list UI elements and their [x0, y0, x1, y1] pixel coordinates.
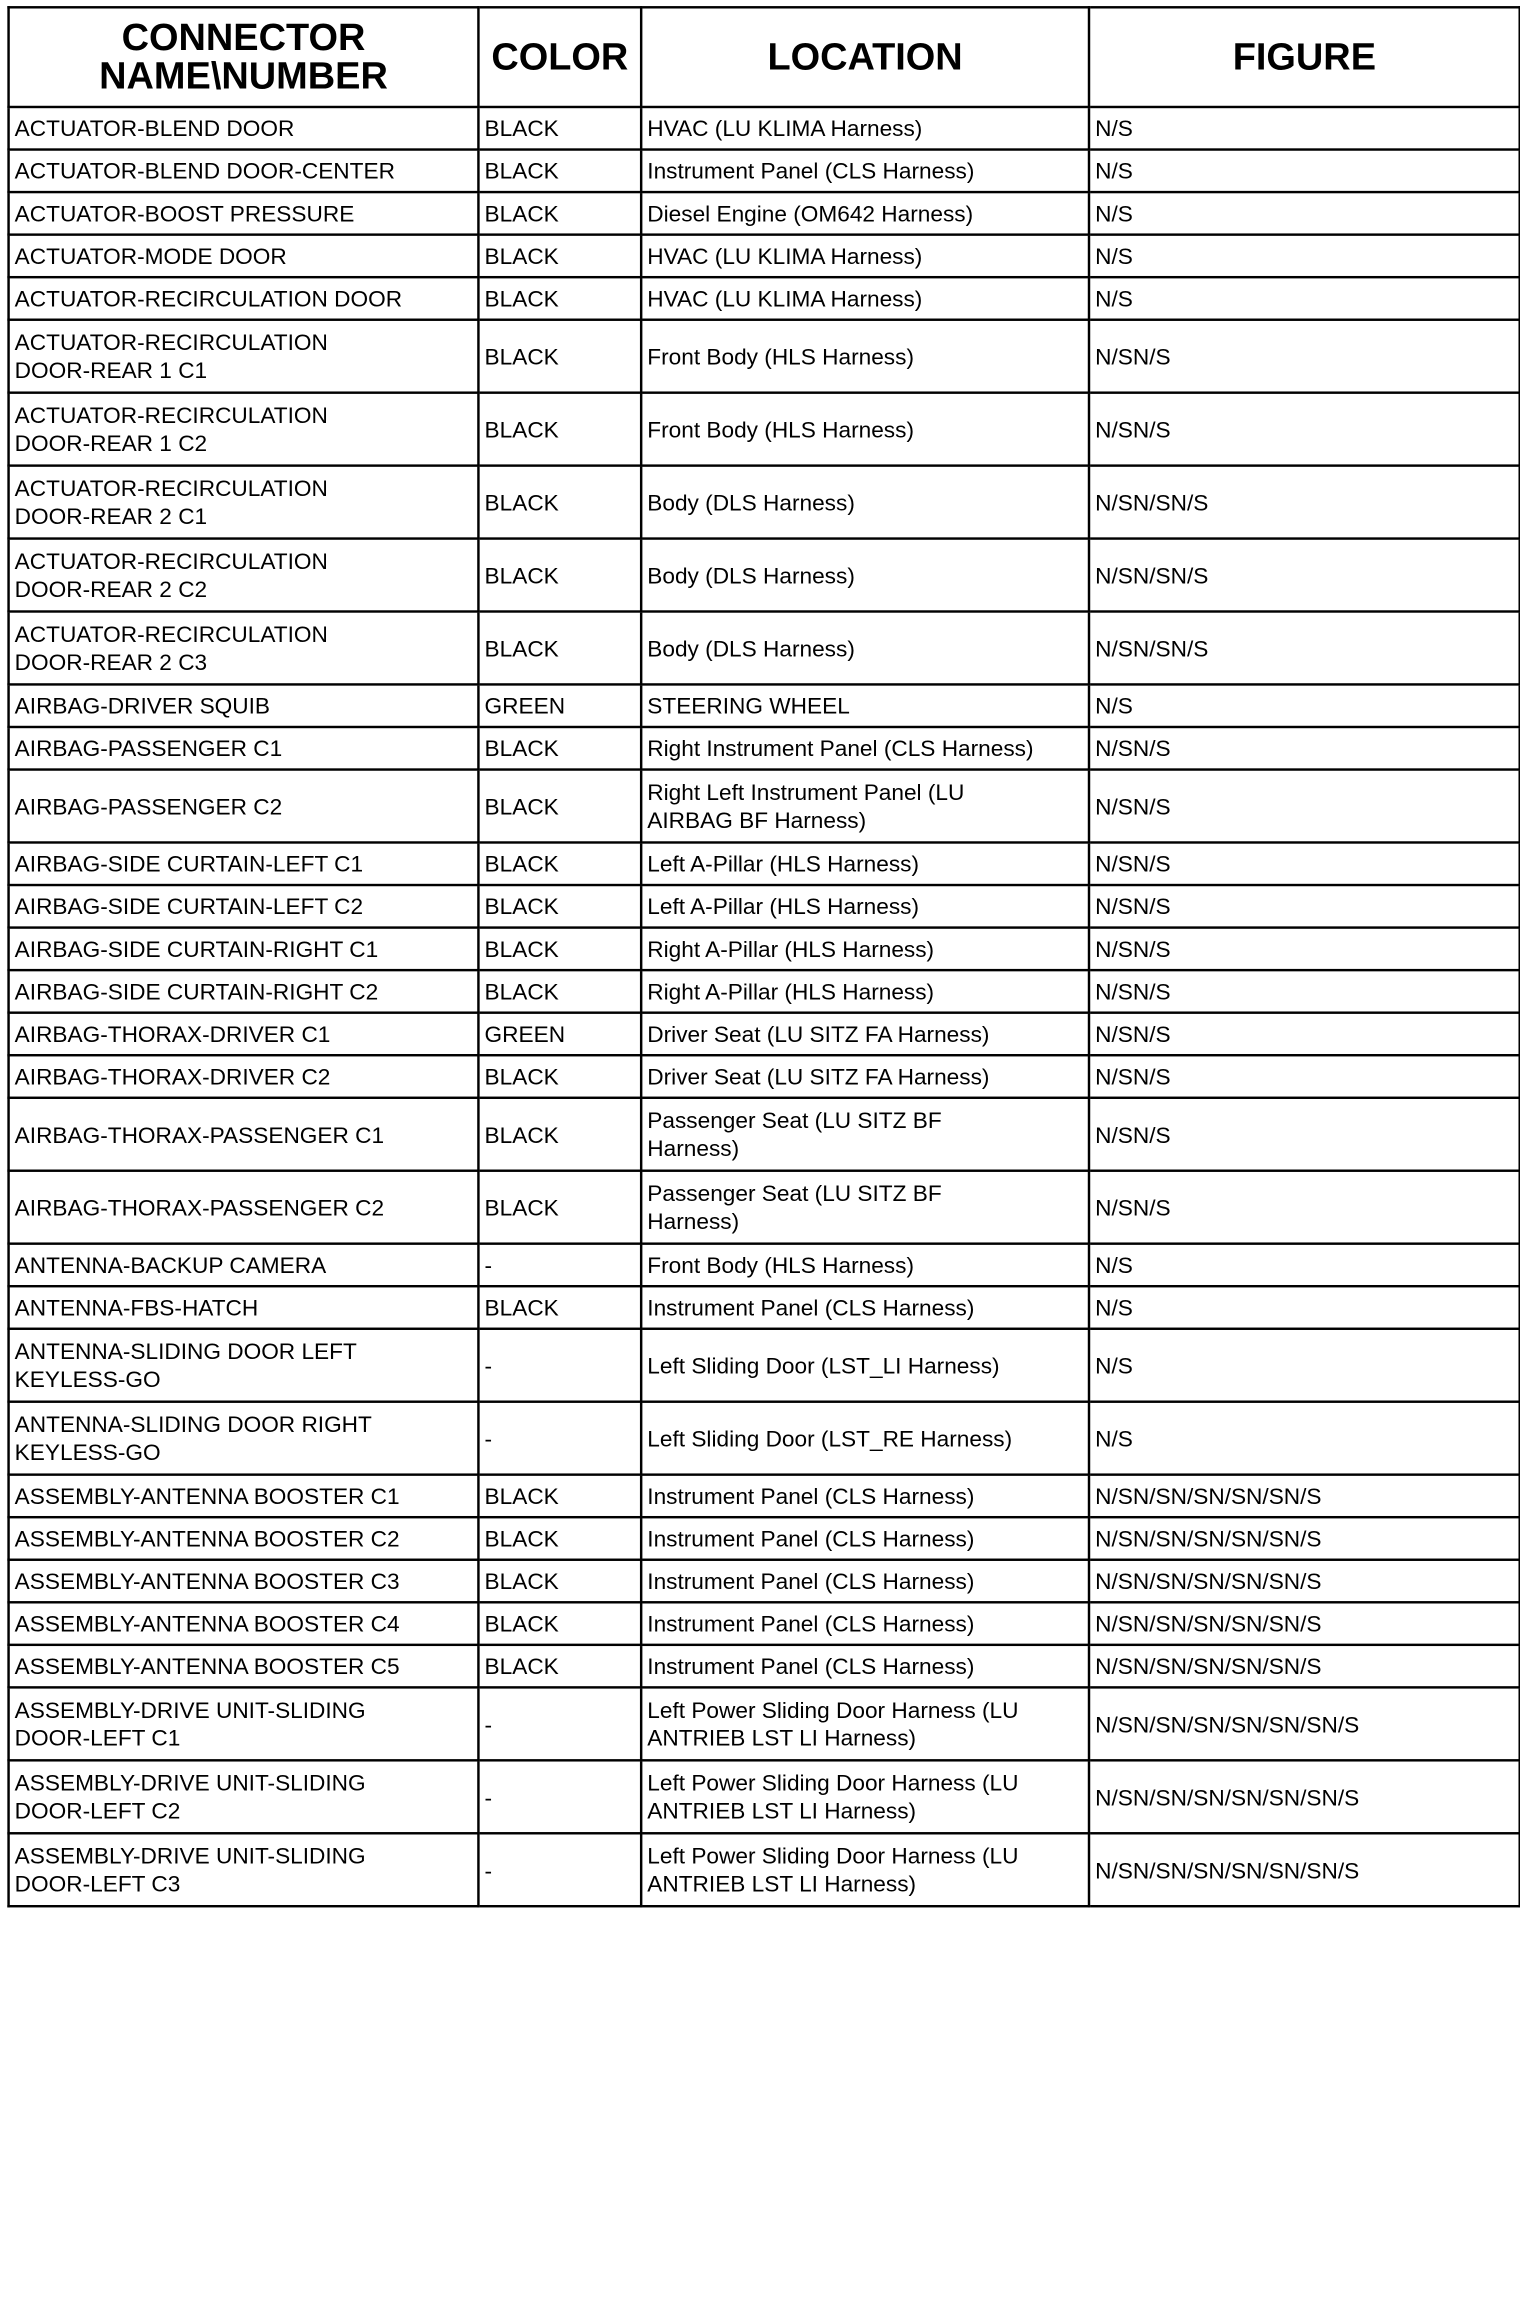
cell-location: Instrument Panel (CLS Harness): [641, 1475, 1089, 1518]
cell-connector-name: AIRBAG-THORAX-DRIVER C2: [9, 1055, 479, 1098]
cell-location: HVAC (LU KLIMA Harness): [641, 235, 1089, 278]
cell-connector-name: AIRBAG-PASSENGER C2: [9, 770, 479, 843]
cell-color: BLACK: [478, 970, 641, 1013]
header-figure: FIGURE: [1089, 7, 1520, 107]
connector-table: [7, 6, 1520, 1907]
cell-location: Instrument Panel (CLS Harness): [641, 1645, 1089, 1688]
cell-figure: N/SN/S: [1089, 970, 1520, 1013]
cell-figure: N/S: [1089, 1244, 1520, 1287]
cell-location: Instrument Panel (CLS Harness): [641, 150, 1089, 193]
cell-figure: N/SN/S: [1089, 727, 1520, 770]
cell-color: BLACK: [478, 885, 641, 928]
cell-color: -: [478, 1760, 641, 1833]
cell-figure: N/SN/SN/S: [1089, 611, 1520, 684]
table-row: [9, 1560, 1520, 1603]
cell-figure: N/SN/SN/SN/SN/SN/S: [1089, 1645, 1520, 1688]
cell-location: Front Body (HLS Harness): [641, 393, 1089, 466]
cell-color: BLACK: [478, 107, 641, 150]
table-row: [9, 1833, 1520, 1906]
cell-connector-name: ASSEMBLY-ANTENNA BOOSTER C3: [9, 1560, 479, 1603]
table-row: [9, 466, 1520, 539]
cell-connector-name: ASSEMBLY-ANTENNA BOOSTER C1: [9, 1475, 479, 1518]
table-row: [9, 684, 1520, 727]
cell-location: Diesel Engine (OM642 Harness): [641, 192, 1089, 235]
cell-connector-name: ACTUATOR-RECIRCULATION DOOR-REAR 2 C3: [9, 611, 479, 684]
table-row: [9, 928, 1520, 971]
cell-location: Left Power Sliding Door Harness (LU ANTRIEB LST LI Harness): [641, 1833, 1089, 1906]
cell-connector-name: ACTUATOR-RECIRCULATION DOOR-REAR 2 C2: [9, 539, 479, 612]
cell-connector-name: AIRBAG-SIDE CURTAIN-RIGHT C1: [9, 928, 479, 971]
cell-color: BLACK: [478, 466, 641, 539]
table-row: [9, 727, 1520, 770]
table-row: [9, 885, 1520, 928]
cell-connector-name: ASSEMBLY-ANTENNA BOOSTER C5: [9, 1645, 479, 1688]
cell-connector-name: ASSEMBLY-ANTENNA BOOSTER C2: [9, 1517, 479, 1560]
cell-color: BLACK: [478, 842, 641, 885]
cell-connector-name: ACTUATOR-BLEND DOOR: [9, 107, 479, 150]
cell-color: BLACK: [478, 1171, 641, 1244]
cell-location: Body (DLS Harness): [641, 611, 1089, 684]
table-row: [9, 1098, 1520, 1171]
table-row: [9, 1517, 1520, 1560]
cell-connector-name: AIRBAG-DRIVER SQUIB: [9, 684, 479, 727]
cell-color: BLACK: [478, 277, 641, 320]
header-color: COLOR: [478, 7, 641, 107]
cell-color: BLACK: [478, 192, 641, 235]
cell-location: Left A-Pillar (HLS Harness): [641, 885, 1089, 928]
cell-figure: N/SN/S: [1089, 1098, 1520, 1171]
cell-figure: N/S: [1089, 684, 1520, 727]
cell-figure: N/SN/SN/SN/SN/SN/S: [1089, 1602, 1520, 1645]
cell-color: BLACK: [478, 928, 641, 971]
cell-connector-name: AIRBAG-THORAX-PASSENGER C2: [9, 1171, 479, 1244]
cell-color: BLACK: [478, 320, 641, 393]
table-row: [9, 1760, 1520, 1833]
cell-location: Right A-Pillar (HLS Harness): [641, 928, 1089, 971]
cell-connector-name: ASSEMBLY-DRIVE UNIT-SLIDING DOOR-LEFT C2: [9, 1760, 479, 1833]
table-row: [9, 842, 1520, 885]
cell-color: BLACK: [478, 1517, 641, 1560]
cell-figure: N/SN/SN/SN/SN/SN/SN/S: [1089, 1833, 1520, 1906]
cell-location: Driver Seat (LU SITZ FA Harness): [641, 1013, 1089, 1056]
cell-location: Right Left Instrument Panel (LU AIRBAG BF Harness): [641, 770, 1089, 843]
cell-figure: N/S: [1089, 150, 1520, 193]
cell-figure: N/SN/SN/SN/SN/SN/SN/S: [1089, 1760, 1520, 1833]
cell-color: BLACK: [478, 539, 641, 612]
cell-connector-name: AIRBAG-SIDE CURTAIN-RIGHT C2: [9, 970, 479, 1013]
cell-location: Left Power Sliding Door Harness (LU ANTRIEB LST LI Harness): [641, 1687, 1089, 1760]
cell-color: BLACK: [478, 1286, 641, 1329]
cell-connector-name: ASSEMBLY-DRIVE UNIT-SLIDING DOOR-LEFT C1: [9, 1687, 479, 1760]
cell-color: BLACK: [478, 1055, 641, 1098]
table-row: [9, 150, 1520, 193]
cell-color: BLACK: [478, 770, 641, 843]
cell-connector-name: ANTENNA-SLIDING DOOR RIGHT KEYLESS-GO: [9, 1402, 479, 1475]
cell-connector-name: ACTUATOR-RECIRCULATION DOOR-REAR 1 C1: [9, 320, 479, 393]
cell-figure: N/SN/SN/SN/SN/SN/S: [1089, 1517, 1520, 1560]
cell-figure: N/SN/SN/S: [1089, 539, 1520, 612]
cell-figure: N/S: [1089, 1286, 1520, 1329]
table-row: [9, 1244, 1520, 1287]
cell-connector-name: AIRBAG-SIDE CURTAIN-LEFT C1: [9, 842, 479, 885]
cell-figure: N/S: [1089, 107, 1520, 150]
cell-color: -: [478, 1687, 641, 1760]
cell-figure: N/SN/SN/SN/SN/SN/SN/S: [1089, 1687, 1520, 1760]
cell-location: Passenger Seat (LU SITZ BF Harness): [641, 1098, 1089, 1171]
cell-connector-name: AIRBAG-THORAX-DRIVER C1: [9, 1013, 479, 1056]
cell-color: BLACK: [478, 150, 641, 193]
table-row: [9, 1602, 1520, 1645]
cell-connector-name: AIRBAG-PASSENGER C1: [9, 727, 479, 770]
table-row: [9, 770, 1520, 843]
table-row: [9, 192, 1520, 235]
table-row: [9, 107, 1520, 150]
cell-figure: N/S: [1089, 235, 1520, 278]
cell-figure: N/SN/S: [1089, 842, 1520, 885]
cell-figure: N/S: [1089, 1402, 1520, 1475]
cell-connector-name: ACTUATOR-BLEND DOOR-CENTER: [9, 150, 479, 193]
cell-location: Left Power Sliding Door Harness (LU ANTRIEB LST LI Harness): [641, 1760, 1089, 1833]
cell-connector-name: ACTUATOR-RECIRCULATION DOOR: [9, 277, 479, 320]
cell-connector-name: ACTUATOR-RECIRCULATION DOOR-REAR 1 C2: [9, 393, 479, 466]
cell-location: Instrument Panel (CLS Harness): [641, 1286, 1089, 1329]
cell-location: HVAC (LU KLIMA Harness): [641, 277, 1089, 320]
table-header-row: [9, 7, 1520, 107]
cell-connector-name: ACTUATOR-MODE DOOR: [9, 235, 479, 278]
cell-connector-name: ACTUATOR-BOOST PRESSURE: [9, 192, 479, 235]
table-row: [9, 1329, 1520, 1402]
cell-figure: N/SN/SN/SN/SN/SN/S: [1089, 1475, 1520, 1518]
cell-color: BLACK: [478, 611, 641, 684]
cell-color: BLACK: [478, 393, 641, 466]
cell-figure: N/SN/S: [1089, 1013, 1520, 1056]
cell-location: Instrument Panel (CLS Harness): [641, 1560, 1089, 1603]
cell-color: -: [478, 1329, 641, 1402]
cell-location: Front Body (HLS Harness): [641, 1244, 1089, 1287]
table-row: [9, 611, 1520, 684]
cell-color: BLACK: [478, 727, 641, 770]
table-row: [9, 235, 1520, 278]
cell-location: Body (DLS Harness): [641, 466, 1089, 539]
table-row: [9, 1687, 1520, 1760]
cell-connector-name: ACTUATOR-RECIRCULATION DOOR-REAR 2 C1: [9, 466, 479, 539]
cell-connector-name: AIRBAG-THORAX-PASSENGER C1: [9, 1098, 479, 1171]
cell-color: BLACK: [478, 1098, 641, 1171]
cell-location: Passenger Seat (LU SITZ BF Harness): [641, 1171, 1089, 1244]
table-row: [9, 1475, 1520, 1518]
cell-figure: N/SN/S: [1089, 928, 1520, 971]
table-row: [9, 1645, 1520, 1688]
table-row: [9, 1171, 1520, 1244]
cell-figure: N/SN/SN/SN/SN/SN/S: [1089, 1560, 1520, 1603]
cell-connector-name: ASSEMBLY-ANTENNA BOOSTER C4: [9, 1602, 479, 1645]
cell-location: Body (DLS Harness): [641, 539, 1089, 612]
cell-color: BLACK: [478, 1475, 641, 1518]
cell-color: GREEN: [478, 684, 641, 727]
cell-color: BLACK: [478, 1645, 641, 1688]
cell-figure: N/S: [1089, 1329, 1520, 1402]
table-row: [9, 539, 1520, 612]
cell-figure: N/SN/S: [1089, 320, 1520, 393]
cell-location: Instrument Panel (CLS Harness): [641, 1602, 1089, 1645]
table-row: [9, 277, 1520, 320]
cell-color: BLACK: [478, 1602, 641, 1645]
cell-figure: N/SN/S: [1089, 885, 1520, 928]
cell-figure: N/S: [1089, 277, 1520, 320]
table-row: [9, 970, 1520, 1013]
cell-connector-name: ASSEMBLY-DRIVE UNIT-SLIDING DOOR-LEFT C3: [9, 1833, 479, 1906]
cell-location: Left Sliding Door (LST_RE Harness): [641, 1402, 1089, 1475]
table-row: [9, 1055, 1520, 1098]
cell-connector-name: ANTENNA-SLIDING DOOR LEFT KEYLESS-GO: [9, 1329, 479, 1402]
cell-location: Left A-Pillar (HLS Harness): [641, 842, 1089, 885]
cell-location: HVAC (LU KLIMA Harness): [641, 107, 1089, 150]
cell-location: Right Instrument Panel (CLS Harness): [641, 727, 1089, 770]
header-location: LOCATION: [641, 7, 1089, 107]
table-row: [9, 393, 1520, 466]
cell-location: Left Sliding Door (LST_LI Harness): [641, 1329, 1089, 1402]
cell-location: Right A-Pillar (HLS Harness): [641, 970, 1089, 1013]
header-connector-name: CONNECTOR NAME\NUMBER: [9, 7, 479, 107]
cell-connector-name: ANTENNA-BACKUP CAMERA: [9, 1244, 479, 1287]
cell-figure: N/SN/S: [1089, 1055, 1520, 1098]
cell-location: Front Body (HLS Harness): [641, 320, 1089, 393]
cell-location: Instrument Panel (CLS Harness): [641, 1517, 1089, 1560]
cell-color: GREEN: [478, 1013, 641, 1056]
cell-connector-name: AIRBAG-SIDE CURTAIN-LEFT C2: [9, 885, 479, 928]
cell-color: BLACK: [478, 235, 641, 278]
table-row: [9, 1286, 1520, 1329]
cell-figure: N/SN/SN/S: [1089, 466, 1520, 539]
cell-figure: N/SN/S: [1089, 770, 1520, 843]
cell-location: Driver Seat (LU SITZ FA Harness): [641, 1055, 1089, 1098]
table-row: [9, 1402, 1520, 1475]
cell-color: BLACK: [478, 1560, 641, 1603]
cell-figure: N/SN/S: [1089, 1171, 1520, 1244]
table-body: [9, 107, 1520, 1906]
cell-figure: N/S: [1089, 192, 1520, 235]
cell-location: STEERING WHEEL: [641, 684, 1089, 727]
cell-connector-name: ANTENNA-FBS-HATCH: [9, 1286, 479, 1329]
table-row: [9, 1013, 1520, 1056]
cell-color: -: [478, 1402, 641, 1475]
cell-color: -: [478, 1833, 641, 1906]
table-row: [9, 320, 1520, 393]
cell-color: -: [478, 1244, 641, 1287]
cell-figure: N/SN/S: [1089, 393, 1520, 466]
